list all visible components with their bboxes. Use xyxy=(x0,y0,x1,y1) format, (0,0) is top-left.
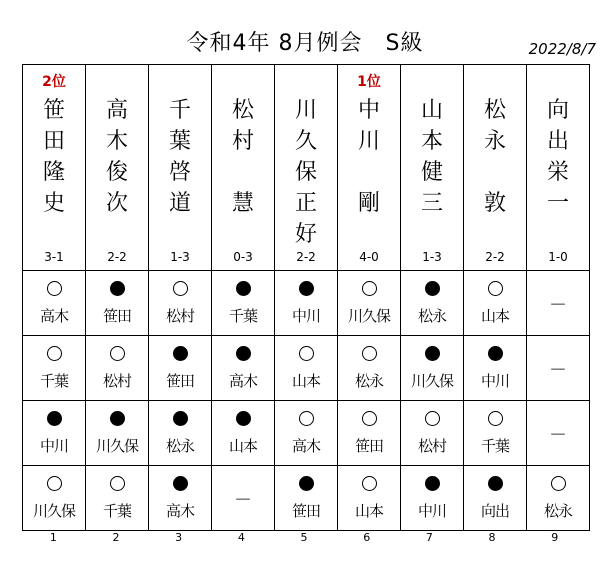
player-name: 松 永 敦 xyxy=(483,98,506,216)
opponent-name: 中川 xyxy=(480,372,509,390)
player-name: 笹 田 隆 史 xyxy=(42,98,65,216)
opponent-name: 川久保 xyxy=(32,502,75,520)
opponent-name: 中川 xyxy=(417,502,446,520)
column-number: 9 xyxy=(551,531,559,544)
opponent-name: 高木 xyxy=(291,437,320,455)
player-score: 1-3 xyxy=(170,250,190,264)
sheet-title: 令和4年 8月例会 S級 xyxy=(186,31,424,56)
win-white-circle-icon xyxy=(47,476,62,491)
player-header xyxy=(212,65,275,271)
win-white-circle-icon xyxy=(299,346,314,361)
event-date: 2022/8/7 xyxy=(528,40,596,58)
result-cell xyxy=(527,336,590,401)
player-header xyxy=(464,65,527,271)
no-game-dash: － xyxy=(549,360,567,381)
player-header xyxy=(86,65,149,271)
player-header xyxy=(149,65,212,271)
opponent-name: 松村 xyxy=(417,437,446,455)
result-cell xyxy=(23,401,86,466)
loss-black-circle-icon xyxy=(488,476,503,491)
player-name: 中 川 剛 xyxy=(357,98,380,216)
result-cell xyxy=(212,336,275,401)
column-number: 8 xyxy=(488,531,496,544)
opponent-name: 笹田 xyxy=(102,307,131,325)
result-cell xyxy=(527,401,590,466)
win-white-circle-icon xyxy=(110,476,125,491)
win-white-circle-icon xyxy=(173,281,188,296)
results-table xyxy=(22,64,590,531)
result-cell xyxy=(212,271,275,336)
player-score: 2-2 xyxy=(107,250,127,264)
result-cell xyxy=(23,466,86,531)
opponent-name: 千葉 xyxy=(39,372,68,390)
result-cell xyxy=(86,401,149,466)
win-white-circle-icon xyxy=(47,346,62,361)
opponent-name: 笹田 xyxy=(165,372,194,390)
player-rank: 2位 xyxy=(42,74,66,90)
result-cell xyxy=(401,401,464,466)
opponent-name: 松永 xyxy=(165,437,194,455)
no-game-dash: － xyxy=(549,425,567,446)
result-cell xyxy=(275,466,338,531)
opponent-name: 笹田 xyxy=(354,437,383,455)
result-cell xyxy=(338,271,401,336)
result-cell xyxy=(338,401,401,466)
player-rank: 1位 xyxy=(357,74,381,90)
opponent-name: 高木 xyxy=(165,502,194,520)
result-cell xyxy=(212,466,275,531)
result-cell xyxy=(464,336,527,401)
opponent-name: 中川 xyxy=(291,307,320,325)
player-name: 松 村 慧 xyxy=(231,98,254,216)
loss-black-circle-icon xyxy=(110,411,125,426)
result-cell xyxy=(338,466,401,531)
win-white-circle-icon xyxy=(362,346,377,361)
loss-black-circle-icon xyxy=(47,411,62,426)
result-cell xyxy=(149,466,212,531)
column-number: 7 xyxy=(425,531,433,544)
result-cell xyxy=(23,271,86,336)
result-cell xyxy=(86,336,149,401)
player-header xyxy=(527,65,590,271)
opponent-name: 山本 xyxy=(480,307,509,325)
result-cell xyxy=(86,466,149,531)
opponent-name: 千葉 xyxy=(228,307,257,325)
opponent-name: 千葉 xyxy=(480,437,509,455)
player-score: 2-2 xyxy=(485,250,505,264)
result-cell xyxy=(275,401,338,466)
player-header xyxy=(275,65,338,271)
result-cell xyxy=(149,336,212,401)
win-white-circle-icon xyxy=(110,346,125,361)
opponent-name: 松永 xyxy=(354,372,383,390)
result-cell xyxy=(149,271,212,336)
loss-black-circle-icon xyxy=(236,281,251,296)
round-row-4 xyxy=(23,466,590,531)
result-cell xyxy=(464,401,527,466)
win-white-circle-icon xyxy=(551,476,566,491)
player-score: 1-0 xyxy=(548,250,568,264)
opponent-name: 川久保 xyxy=(410,372,453,390)
win-white-circle-icon xyxy=(488,281,503,296)
player-name: 向 出 栄 一 xyxy=(546,98,569,216)
column-number: 1 xyxy=(49,531,57,544)
opponent-name: 笹田 xyxy=(291,502,320,520)
opponent-name: 千葉 xyxy=(102,502,131,520)
result-cell xyxy=(212,401,275,466)
result-cell xyxy=(149,401,212,466)
loss-black-circle-icon xyxy=(299,281,314,296)
result-cell xyxy=(23,336,86,401)
opponent-name: 松永 xyxy=(417,307,446,325)
result-cell xyxy=(401,336,464,401)
no-game-dash: － xyxy=(234,490,252,511)
win-white-circle-icon xyxy=(299,411,314,426)
result-cell xyxy=(86,271,149,336)
column-number: 3 xyxy=(175,531,183,544)
result-cell xyxy=(527,271,590,336)
opponent-name: 中川 xyxy=(39,437,68,455)
player-header xyxy=(401,65,464,271)
loss-black-circle-icon xyxy=(173,476,188,491)
opponent-name: 向出 xyxy=(480,502,509,520)
player-name: 山 本 健 三 xyxy=(420,98,443,216)
loss-black-circle-icon xyxy=(425,281,440,296)
player-name: 川 久 保 正 好 xyxy=(294,98,317,247)
opponent-name: 山本 xyxy=(291,372,320,390)
result-cell xyxy=(464,466,527,531)
player-name: 高 木 俊 次 xyxy=(105,98,128,216)
loss-black-circle-icon xyxy=(425,476,440,491)
opponent-name: 山本 xyxy=(354,502,383,520)
column-number: 6 xyxy=(363,531,371,544)
column-number: 5 xyxy=(300,531,308,544)
player-score: 0-3 xyxy=(233,250,253,264)
win-white-circle-icon xyxy=(362,476,377,491)
no-game-dash: － xyxy=(549,295,567,316)
loss-black-circle-icon xyxy=(173,346,188,361)
win-white-circle-icon xyxy=(362,281,377,296)
player-name: 千 葉 啓 道 xyxy=(168,98,191,216)
opponent-name: 松村 xyxy=(102,372,131,390)
result-cell xyxy=(464,271,527,336)
opponent-name: 高木 xyxy=(39,307,68,325)
round-row-1 xyxy=(23,271,590,336)
win-white-circle-icon xyxy=(362,411,377,426)
opponent-name: 山本 xyxy=(228,437,257,455)
loss-black-circle-icon xyxy=(488,346,503,361)
result-cell xyxy=(527,466,590,531)
player-header-row xyxy=(23,65,590,271)
result-cell xyxy=(401,466,464,531)
player-header xyxy=(338,65,401,271)
win-white-circle-icon xyxy=(425,411,440,426)
result-cell xyxy=(275,336,338,401)
result-cell xyxy=(401,271,464,336)
opponent-name: 松村 xyxy=(165,307,194,325)
win-white-circle-icon xyxy=(488,411,503,426)
round-row-3 xyxy=(23,401,590,466)
loss-black-circle-icon xyxy=(236,411,251,426)
opponent-name: 松永 xyxy=(543,502,572,520)
player-header xyxy=(23,65,86,271)
loss-black-circle-icon xyxy=(110,281,125,296)
loss-black-circle-icon xyxy=(425,346,440,361)
player-score: 1-3 xyxy=(422,250,442,264)
result-cell xyxy=(275,271,338,336)
column-number: 4 xyxy=(237,531,245,544)
round-row-2 xyxy=(23,336,590,401)
player-score: 4-0 xyxy=(359,250,379,264)
player-score: 2-2 xyxy=(296,250,316,264)
loss-black-circle-icon xyxy=(299,476,314,491)
loss-black-circle-icon xyxy=(173,411,188,426)
loss-black-circle-icon xyxy=(236,346,251,361)
win-white-circle-icon xyxy=(47,281,62,296)
opponent-name: 川久保 xyxy=(95,437,138,455)
result-cell xyxy=(338,336,401,401)
opponent-name: 川久保 xyxy=(347,307,390,325)
player-score: 3-1 xyxy=(44,250,64,264)
column-numbers xyxy=(22,531,586,544)
column-number: 2 xyxy=(112,531,120,544)
opponent-name: 高木 xyxy=(228,372,257,390)
